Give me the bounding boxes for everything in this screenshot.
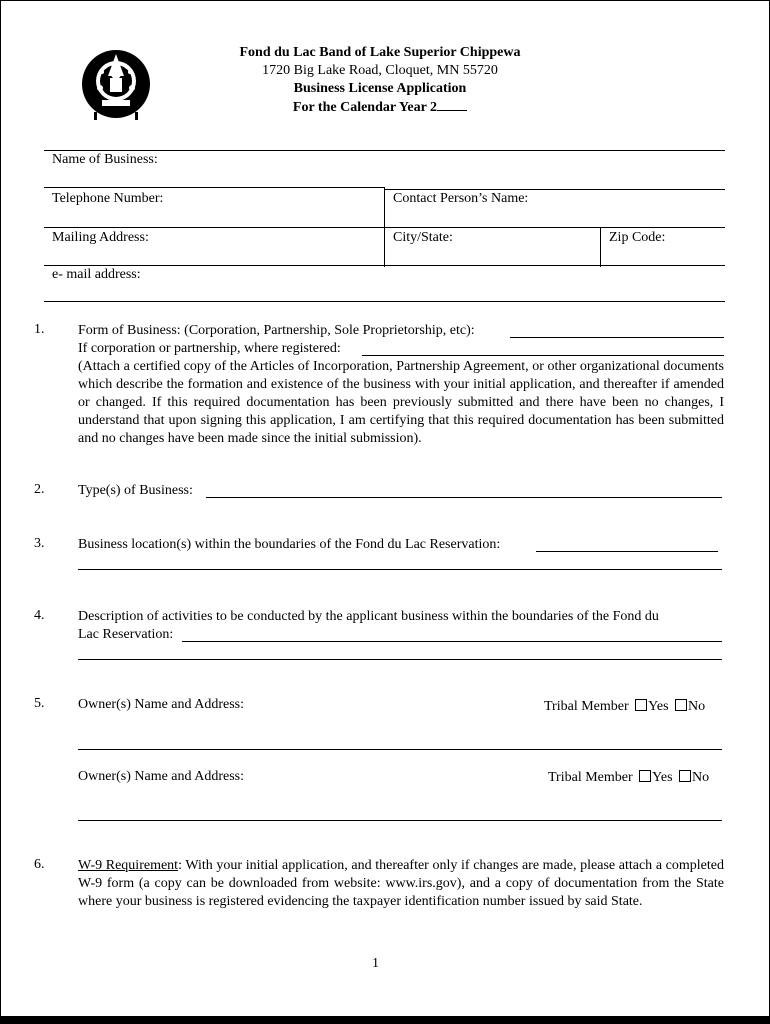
divider-address-city <box>384 227 385 267</box>
org-name: Fond du Lac Band of Lake Superior Chippewa <box>239 45 521 60</box>
item-1-form-of-business <box>78 322 724 448</box>
owner-1-tribal-member <box>544 698 705 716</box>
owner-1-no-label: No <box>688 699 706 714</box>
item-5-number: 5. <box>34 696 45 711</box>
owner-2-tribal-member <box>548 769 709 787</box>
zip-code-label: Zip Code: <box>609 230 666 245</box>
owner-2-label: Owner(s) Name and Address: <box>78 769 245 784</box>
owner-2-blank[interactable] <box>78 820 722 821</box>
owner-1-yes-label: Yes <box>648 699 669 714</box>
type-of-business-label: Type(s) of Business: <box>78 483 193 498</box>
activities-description-line1: Description of activities to be conducted by the applicant business within the boundaries of the Fond du <box>78 609 659 624</box>
scan-bottom-bar <box>0 1016 770 1024</box>
telephone-label: Telephone Number: <box>52 191 164 206</box>
w9-requirement <box>78 857 724 911</box>
w9-text: : With your initial application, and thereafter only if changes are made, please attach a completed W-9 form (a copy can be downloaded from website: www.irs.gov), and a copy of documentation from the State where your business is registered evidencing the taxpayer identification number issued by said State. <box>78 858 724 909</box>
city-state-label: City/State: <box>393 230 453 245</box>
owner-2-no-checkbox[interactable] <box>679 770 691 782</box>
org-address: 1720 Big Lake Road, Cloquet, MN 55720 <box>262 63 498 78</box>
calendar-year-label: For the Calendar Year 2 <box>292 100 438 115</box>
owner-2-yes-label: Yes <box>652 770 673 785</box>
rule-name-bottom-left <box>44 187 384 188</box>
where-registered-blank[interactable] <box>362 355 724 356</box>
owner-1-blank[interactable] <box>78 749 722 750</box>
rule-email-bottom <box>44 301 725 302</box>
owner-1-no-checkbox[interactable] <box>675 699 687 711</box>
form-title: Business License Application <box>293 81 467 96</box>
item-6-number: 6. <box>34 857 45 872</box>
rule-address-bottom <box>44 265 725 266</box>
business-location-label: Business location(s) within the boundaries of the Fond du Lac Reservation: <box>78 537 501 552</box>
email-label: e- mail address: <box>52 267 141 282</box>
item-2-number: 2. <box>34 482 45 497</box>
year-blank[interactable] <box>437 98 467 111</box>
page-number: 1 <box>372 956 379 971</box>
form-of-business-blank[interactable] <box>510 337 724 338</box>
tribal-member-label: Tribal Member <box>544 699 629 714</box>
divider-city-zip <box>600 227 601 267</box>
activities-description-blank-2[interactable] <box>78 659 722 660</box>
tribal-member-label: Tribal Member <box>548 770 633 785</box>
item-4-number: 4. <box>34 608 45 623</box>
rule-name-bottom-right <box>384 189 725 190</box>
form-of-business-label: Form of Business: (Corporation, Partnership, Sole Proprietorship, etc): <box>78 323 475 338</box>
w9-heading: W-9 Requirement <box>78 858 179 873</box>
mailing-address-label: Mailing Address: <box>52 230 149 245</box>
activities-description-blank-1[interactable] <box>182 641 722 642</box>
contact-person-label: Contact Person’s Name: <box>393 191 529 206</box>
business-location-blank-1[interactable] <box>536 551 718 552</box>
rule-top <box>44 150 725 151</box>
owner-1-label: Owner(s) Name and Address: <box>78 697 245 712</box>
business-name-label: Name of Business: <box>52 152 158 167</box>
owner-2-no-label: No <box>692 770 710 785</box>
owner-1-yes-checkbox[interactable] <box>635 699 647 711</box>
band-seal-logo <box>80 48 152 120</box>
form-header <box>200 44 560 117</box>
item-3-number: 3. <box>34 536 45 551</box>
item-1-number: 1. <box>34 322 45 337</box>
item-1-instructions: (Attach a certified copy of the Articles of Incorporation, Partnership Agreement, or other organizational documents which describe the formation and existence of the business with your initial application, and thereafter if amended or changed. If this required documentation has been previously submitted and there have been no changes, I understand that upon signing this application, I am certifying that this required documentation has been submitted and no changes have been made since the initial submission). <box>78 359 724 446</box>
activities-description-line2: Lac Reservation: <box>78 627 174 642</box>
type-of-business-blank[interactable] <box>206 497 722 498</box>
business-location-blank-2[interactable] <box>78 569 722 570</box>
where-registered-label: If corporation or partnership, where registered: <box>78 341 341 356</box>
activities-description-label <box>78 608 728 644</box>
owner-2-yes-checkbox[interactable] <box>639 770 651 782</box>
calendar-year-line <box>200 98 560 117</box>
divider-phone-contact <box>384 187 385 227</box>
